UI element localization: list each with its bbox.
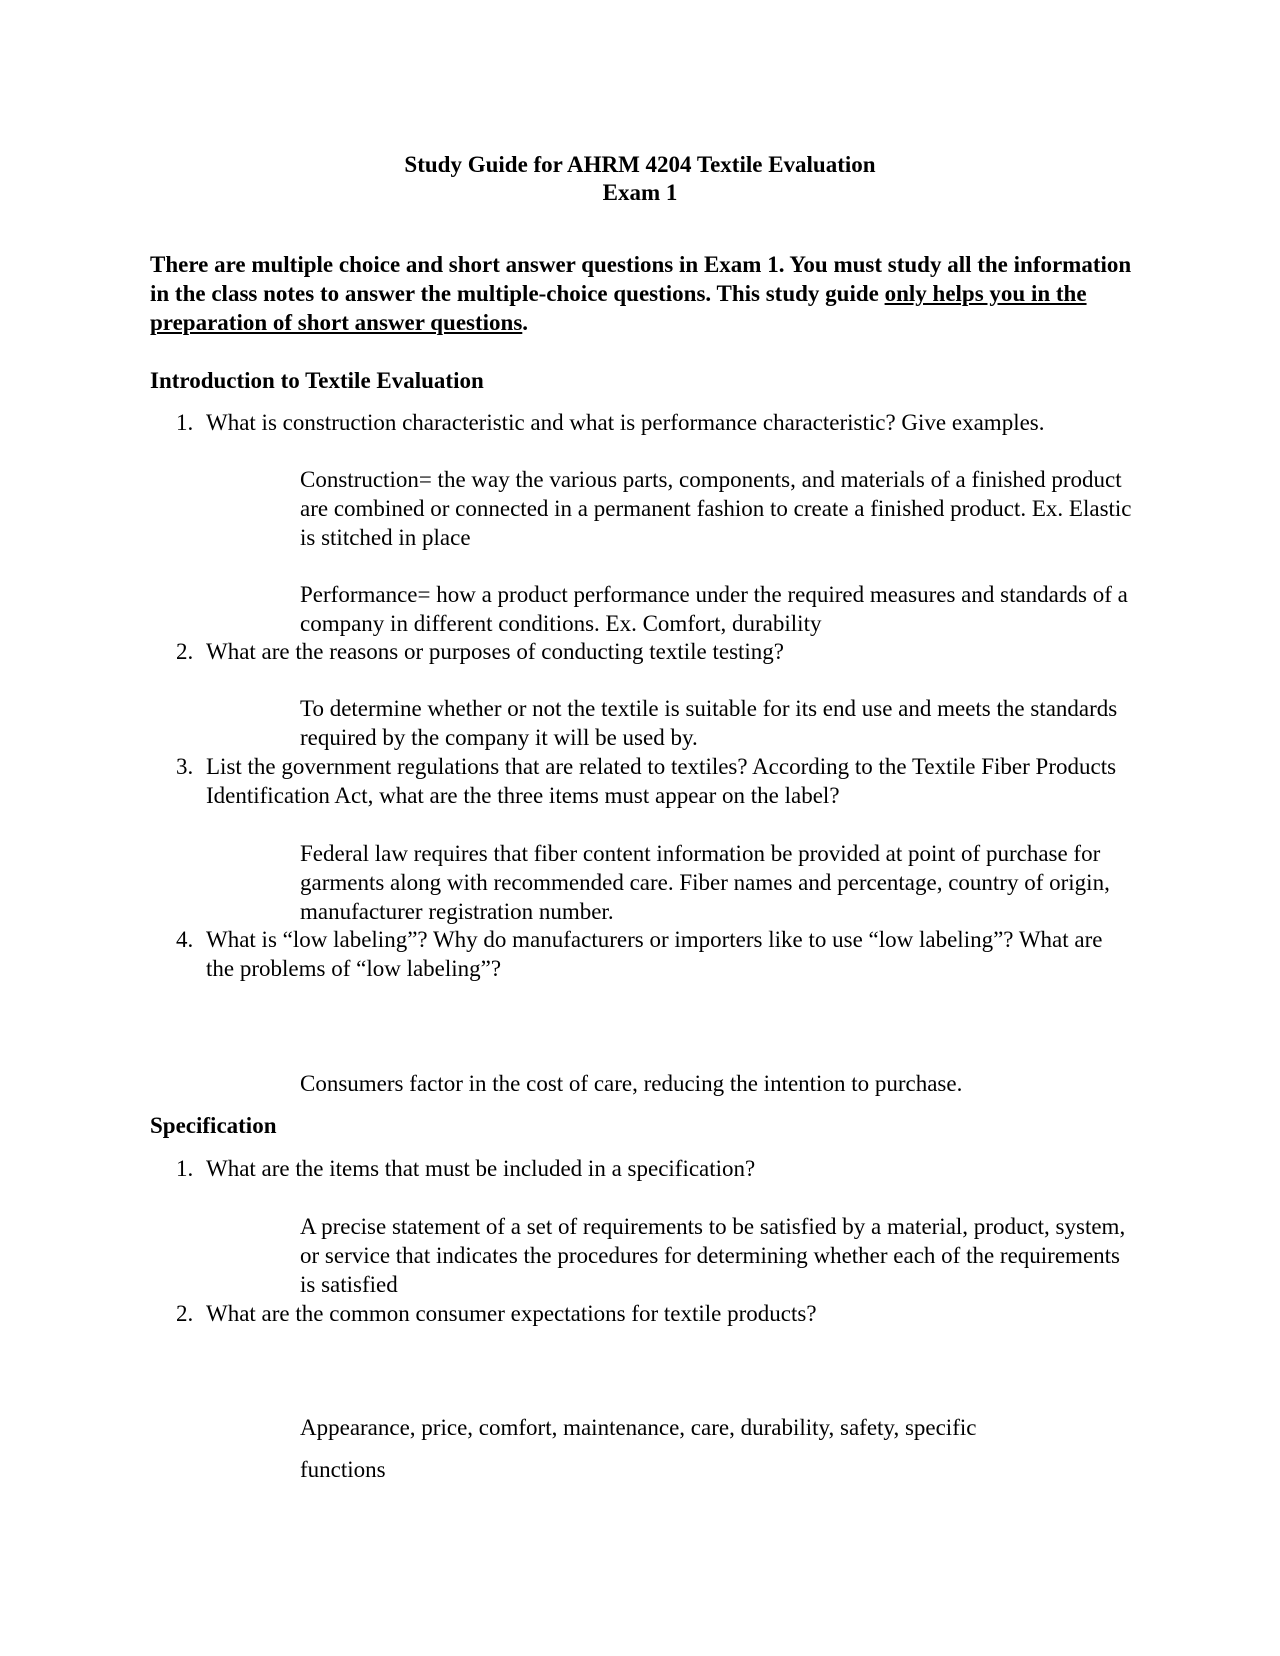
intro-end: . (522, 310, 529, 335)
intro-text: There are multiple choice and short answer questions in Exam 1. You must study all the information in the class notes to answer the multiple-choice questions. This study guide (150, 252, 1132, 306)
section-heading: Specification (150, 1113, 277, 1138)
answer: Performance= how a product performance under the required measures and standards of a company in different conditions. Ex. Comfort, durability (300, 582, 1128, 636)
question-text: What is “low labeling”? Why do manufacturers or importers like to use “low labeling”? What are the problems of “low labeling”? (206, 927, 1103, 981)
question-number: 4. (176, 927, 194, 952)
question-text: What are the reasons or purposes of conducting textile testing? (206, 639, 785, 664)
answer: Construction= the way the various parts, components, and materials of a finished product are combined or connected in a permanent fashion to create a finished product. Ex. Elastic is stitched in place (300, 467, 1132, 550)
answer: Consumers factor in the cost of care, reducing the intention to purchase. (300, 1071, 963, 1096)
question-text: List the government regulations that are related to textiles? According to the Textile Fiber Products Identification Act, what are the three items must appear on the label? (206, 754, 1117, 808)
answer: Federal law requires that fiber content information be provided at point of purchase for garments along with recommended care. Fiber names and percentage, country of origin, manufacturer registration number. (300, 841, 1110, 924)
question (176, 752, 1136, 810)
section-heading: Introduction to Textile Evaluation (150, 368, 484, 393)
question (176, 1154, 1136, 1183)
question-number: 2. (176, 639, 194, 664)
question-text: What is construction characteristic and what is performance characteristic? Give examples. (206, 410, 1045, 435)
question (176, 637, 1136, 666)
question-number: 1. (176, 1156, 194, 1181)
answer: A precise statement of a set of requirements to be satisfied by a material, product, system, or service that indicates the procedures for determining whether each of the requirements is satisfied (300, 1214, 1126, 1297)
question-number: 2. (176, 1301, 194, 1326)
question (176, 1299, 1136, 1328)
document-subtitle: Exam 1 (602, 180, 678, 205)
intro-underlined-text: only helps you in the preparation of short answer questions (150, 281, 1087, 335)
answer: Appearance, price, comfort, maintenance, care, durability, safety, specific (300, 1415, 977, 1440)
document-title: Study Guide for AHRM 4204 Textile Evaluation (404, 152, 876, 177)
question (176, 408, 1136, 437)
question-text: What are the items that must be included in a specification? (206, 1156, 756, 1181)
intro-paragraph (150, 250, 1140, 337)
question (176, 925, 1136, 983)
answer: functions (300, 1457, 386, 1482)
question-text: What are the common consumer expectations for textile products? (206, 1301, 817, 1326)
question-number: 1. (176, 410, 194, 435)
question-number: 3. (176, 754, 194, 779)
answer: To determine whether or not the textile is suitable for its end use and meets the standards required by the company it will be used by. (300, 696, 1118, 750)
